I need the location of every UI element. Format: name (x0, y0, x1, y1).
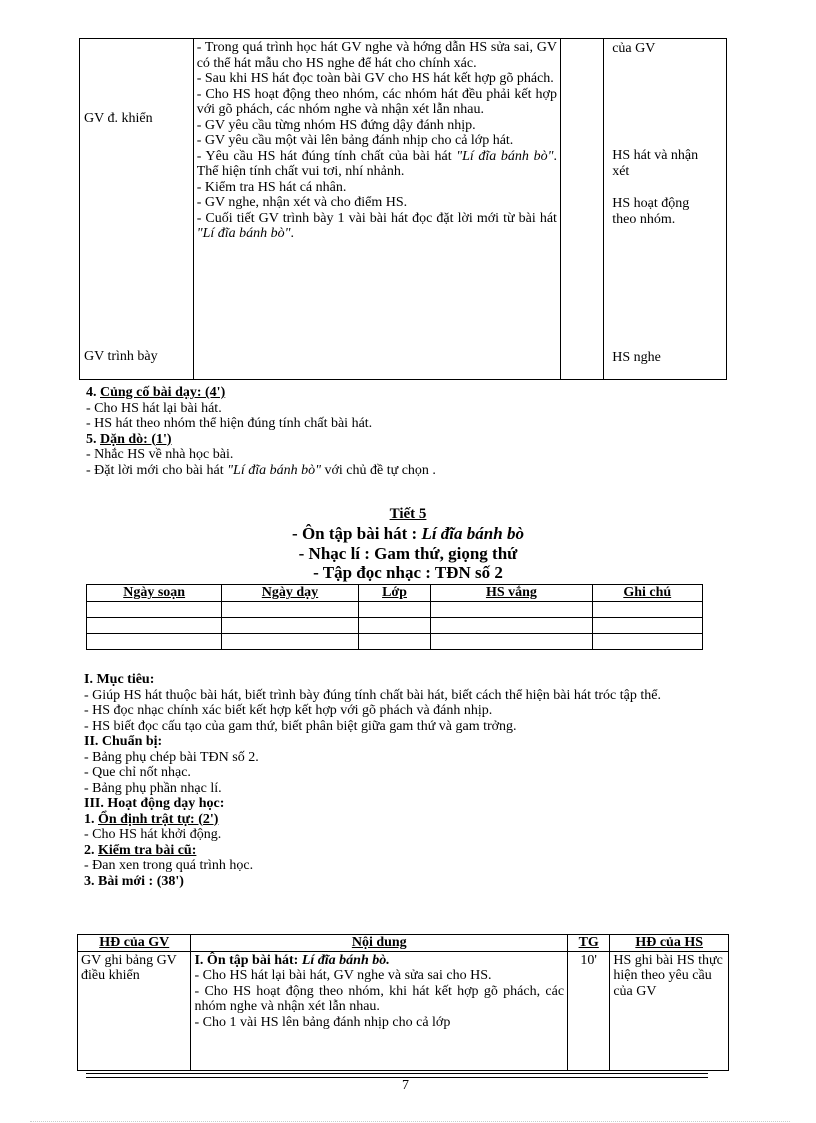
last-prefix: - Cuối tiết GV trình bày 1 vài bài hát đọc đặt lời mới từ bài hát (196, 210, 557, 226)
list-item: - Đan xen trong quá trình học. (84, 858, 254, 873)
lesson-topic-3: - Tập đọc nhạc : TĐN số 2 (313, 563, 503, 582)
objectives-section (84, 672, 734, 889)
footer-rule (86, 1073, 708, 1074)
hs-note: HS hát và nhận xét (612, 148, 699, 179)
table-row (78, 951, 729, 1070)
lesson-topic-1: - Ôn tập bài hát : Lí đĩa bánh bò (292, 524, 524, 543)
section-heading: III. Hoạt động dạy học: (84, 796, 225, 811)
column-header: Ngày soạn (87, 585, 222, 602)
column-header: HS vắng (431, 585, 592, 602)
last-suffix: . (290, 226, 295, 241)
content-line: - GV nghe, nhận xét và cho điểm HS. (196, 195, 408, 210)
content-line: - Cho 1 vài HS lên bảng đánh nhịp cho cả lớp (194, 1014, 451, 1030)
table-row (87, 601, 703, 617)
list-item: - Nhắc HS về nhà học bài. (86, 447, 234, 462)
content-line: - Cho HS hoạt động theo nhóm, khi hát kết hợp gõ phách, các nhóm nghe và nhận xét lẫn nhau. (194, 983, 565, 1014)
column-header: HĐ của GV (78, 935, 191, 952)
list-item: - HS biết đọc cấu tạo của gam thứ, biết phân biệt giữa gam thứ và gam trởng. (84, 718, 517, 734)
consolidate-section (86, 385, 736, 478)
content-cell (191, 951, 568, 1070)
content-line: - GV yêu cầu từng nhóm HS đứng dậy đánh nhịp. (196, 117, 476, 133)
activity-table-continued (79, 38, 727, 380)
gv-column (80, 39, 194, 380)
content-heading: I. Ôn tập bài hát: Lí đĩa bánh bò. (194, 952, 390, 968)
table-row (87, 617, 703, 633)
section-heading: 1. Ổn định trật tự: (2') (84, 811, 219, 827)
hs-note: của GV (612, 41, 656, 56)
section-heading: 5. Dặn dò: (1') (86, 431, 172, 447)
section-heading: II. Chuẩn bị: (84, 734, 163, 749)
content-line: - Cho HS hoạt động theo nhóm, các nhóm hát đều phải kết hợp với gõ phách, các nhóm nghe và nhận xét lẫn nhau. (196, 86, 557, 117)
list-item: - Giúp HS hát thuộc bài hát, biết trình bày đúng tính chất bài hát, biết cách thể hiện bài hát tróc tập thể. (84, 687, 661, 703)
content-column (193, 39, 560, 380)
schedule-table (86, 584, 703, 650)
section-heading: 2. Kiểm tra bài cũ: (84, 842, 197, 858)
content-line: - Trong quá trình học hát GV nghe và hớng dẫn HS sửa sai, GV có thể hát mẫu cho HS nghe để hát cho chính xác. (196, 40, 557, 71)
column-header: Nội dung (191, 935, 568, 952)
time-column (560, 39, 603, 380)
page-edge (30, 1121, 790, 1122)
column-header: HĐ của HS (610, 935, 729, 952)
lesson-title: Tiết 5 (389, 506, 427, 522)
hs-column (604, 39, 727, 380)
req-prefix: - Yêu cầu HS hát đúng tính chất của bài hát (196, 148, 457, 164)
section-heading: 4. Củng cố bài dạy: (4') (86, 385, 226, 400)
column-header: TG (568, 935, 610, 952)
list-item: - HS hát theo nhóm thể hiện đúng tính chất bài hát. (86, 416, 373, 431)
content-line (197, 211, 557, 242)
section-heading: 3. Bài mới : (38') (84, 873, 184, 889)
column-header: Lớp (358, 585, 431, 602)
content-line: - Kiểm tra HS hát cá nhân. (196, 179, 347, 195)
hs-note: HS nghe (612, 350, 661, 365)
content-line: - Cho HS hát lại bài hát, GV nghe và sửa sai cho HS. (194, 968, 492, 983)
gv-present-label: GV trình bày (84, 349, 158, 364)
content-line: - GV yêu cầu một vài lên bảng đánh nhịp cho cả lớp hát. (196, 133, 514, 148)
section-heading: I. Mục tiêu: (84, 672, 155, 687)
footer-rule (86, 1077, 708, 1078)
column-header: Ngày dạy (222, 585, 358, 602)
lesson-topic-2: - Nhạc lí : Gam thứ, giọng thứ (298, 544, 518, 563)
list-item: - Cho HS hát khởi động. (84, 827, 222, 842)
list-item: - Cho HS hát lại bài hát. (86, 400, 222, 416)
list-item: - Đặt lời mới cho bài hát "Lí đĩa bánh bò" với chủ đề tự chọn . (86, 462, 436, 478)
column-header: Ghi chú (592, 585, 703, 602)
list-item: - Bảng phụ phần nhạc lí. (84, 780, 222, 796)
main-activity-table (77, 934, 729, 1071)
song-title: "Lí đĩa bánh bò" (196, 226, 291, 241)
req-suffix: . Thể hiện tính chất vui tơi, nhí nhảnh. (196, 148, 557, 179)
list-item: - HS đọc nhạc chính xác biết kết hợp kết hợp với gõ phách và đánh nhịp. (84, 703, 493, 718)
page-number: 7 (402, 1078, 409, 1093)
table-row (87, 633, 703, 649)
content-line (197, 149, 557, 180)
time-cell: 10' (568, 951, 610, 1070)
song-title: "Lí đĩa bánh bò" (456, 148, 554, 164)
gv-control-label: GV đ. khiển (84, 111, 153, 126)
hs-note: HS hoạt động theo nhóm. (612, 196, 690, 227)
list-item: - Que chỉ nốt nhạc. (84, 765, 191, 780)
gv-cell: GV ghi bảng GV điều khiển (78, 951, 191, 1070)
list-item: - Bảng phụ chép bài TĐN số 2. (84, 749, 259, 765)
hs-cell: HS ghi bài HS thực hiện theo yêu cầu của GV (610, 951, 729, 1070)
content-line: - Sau khi HS hát đọc toàn bài GV cho HS hát kết hợp gõ phách. (196, 71, 554, 86)
